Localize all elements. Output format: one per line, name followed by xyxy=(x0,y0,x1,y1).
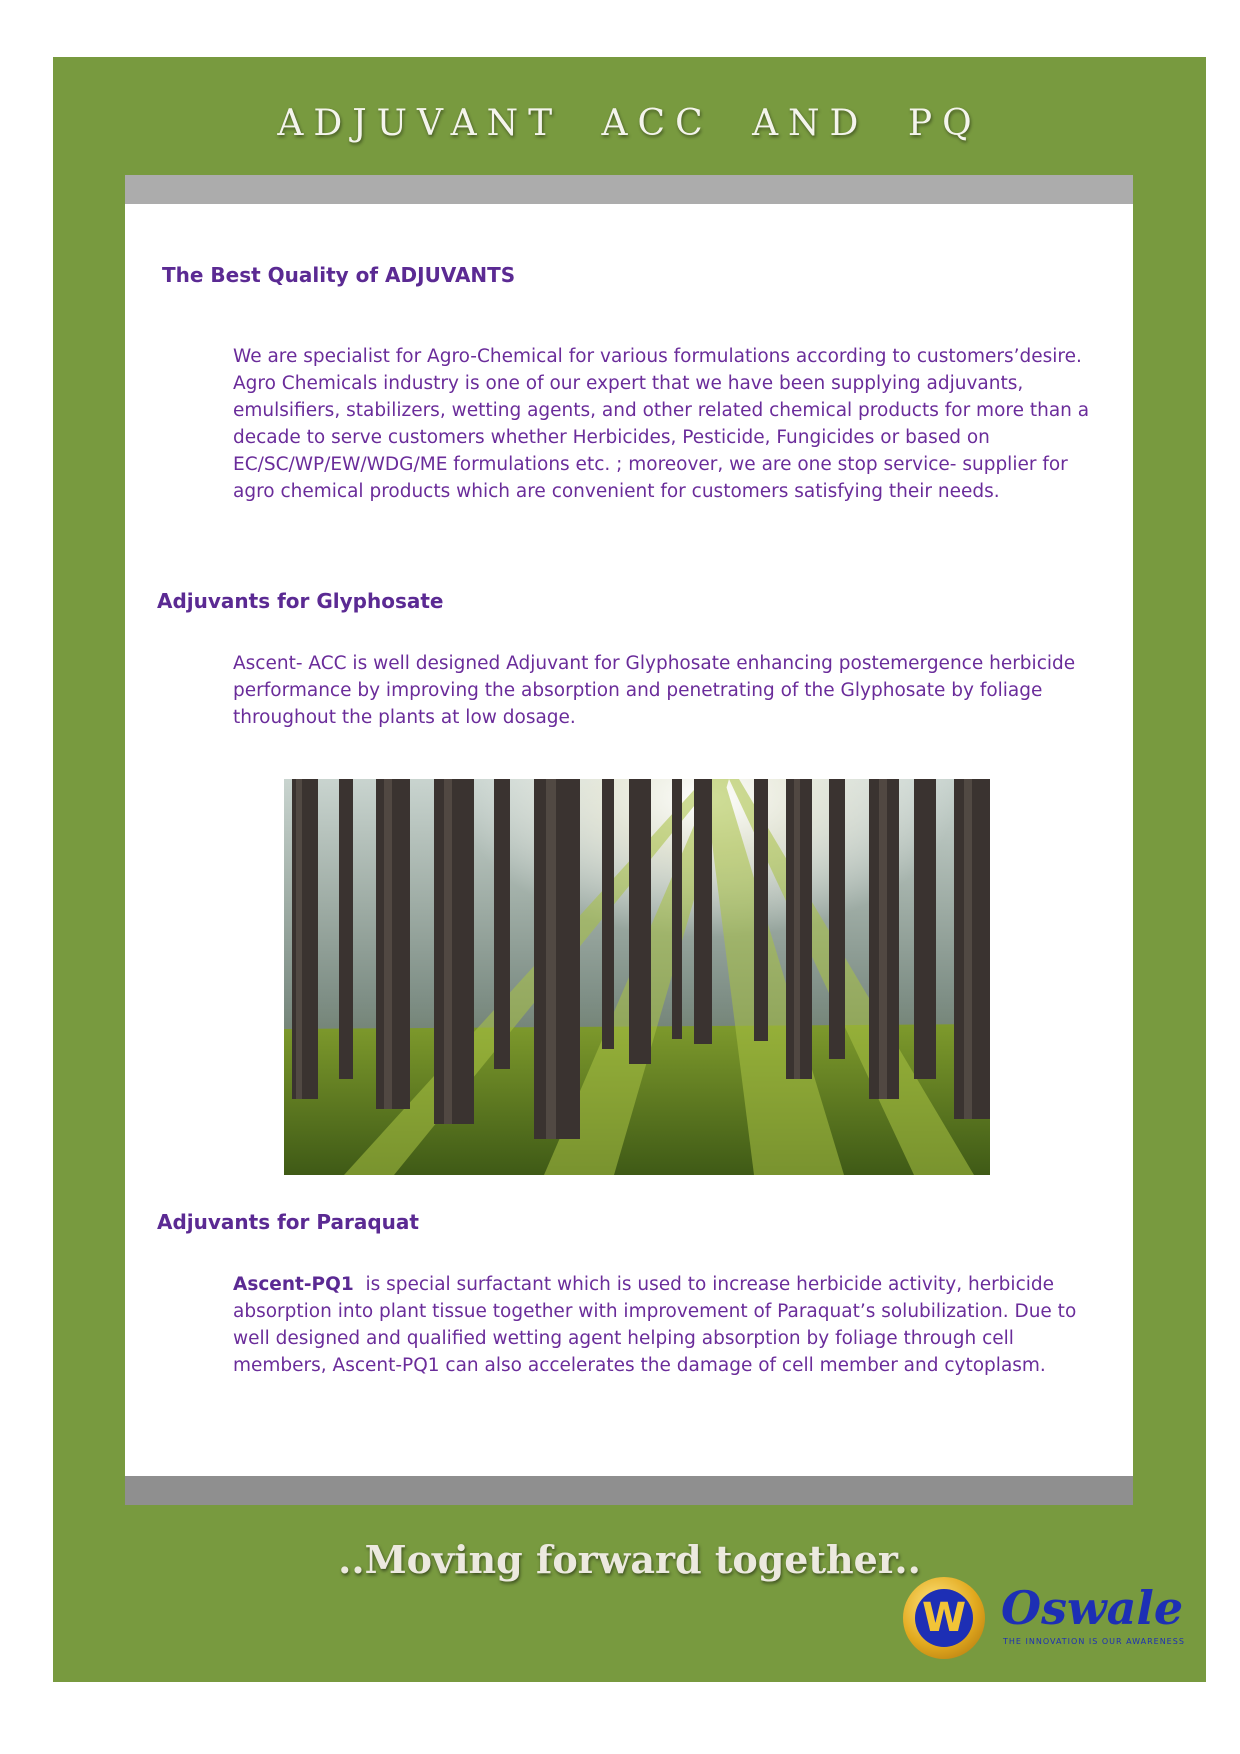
text-line: Ascent- ACC is well designed Adjuvant for Glyphosate enhancing postemergence herbicide xyxy=(233,653,1076,674)
text-line: agro chemical products which are convenient for customers satisfying their needs. xyxy=(233,481,1000,502)
logo-letter: W xyxy=(915,1589,973,1647)
section-body-adjuvants xyxy=(233,343,1089,505)
section-heading-glyphosate: Adjuvants for Glyphosate xyxy=(157,589,444,613)
logo-tagline: THE INNOVATION IS OUR AWARENESS xyxy=(1003,1637,1185,1646)
text-line: performance by improving the absorption and penetrating of the Glyphosate by foliage xyxy=(233,680,1043,701)
text-line: well designed and qualified wetting agent helping absorption by foliage through cell xyxy=(233,1328,1014,1349)
text-line: Agro Chemicals industry is one of our expert that we have been supplying adjuvants, xyxy=(233,373,1024,394)
section-body-glyphosate xyxy=(233,650,1075,731)
logo-wordmark: Oswale xyxy=(1001,1581,1184,1635)
text-line: decade to serve customers whether Herbicides, Pesticide, Fungicides or based on xyxy=(233,427,990,448)
content-panel xyxy=(125,175,1133,1505)
text-line-rest: is special surfactant which is used to increase herbicide activity, herbicide xyxy=(353,1274,1055,1295)
text-line: emulsifiers, stabilizers, wetting agents, and other related chemical products for more than a xyxy=(233,400,1090,421)
oswale-logo xyxy=(903,1577,1203,1667)
logo-emblem xyxy=(903,1577,985,1659)
text-line: We are specialist for Agro-Chemical for various formulations according to customers’desire. xyxy=(233,346,1082,367)
forest-image xyxy=(284,779,990,1175)
text-line xyxy=(233,1271,1076,1298)
page-title: ADJUVANT ACC AND PQ xyxy=(277,103,982,144)
section-heading-adjuvants: The Best Quality of ADJUVANTS xyxy=(162,263,516,287)
text-line: members, Ascent-PQ1 can also accelerates the damage of cell member and cytoplasm. xyxy=(233,1355,1046,1376)
section-heading-paraquat: Adjuvants for Paraquat xyxy=(157,1210,419,1234)
product-name: Ascent-PQ1 xyxy=(233,1274,354,1295)
footer-tagline: ..Moving forward together.. xyxy=(338,1537,921,1582)
text-line: absorption into plant tissue together with improvement of Paraquat’s solubilization. Due to xyxy=(233,1301,1077,1322)
text-line: EC/SC/WP/EW/WDG/ME formulations etc. ; moreover, we are one stop service- supplier for xyxy=(233,454,1068,475)
panel-bottom-bar xyxy=(125,1476,1133,1505)
section-body-paraquat xyxy=(233,1271,1076,1379)
page-frame xyxy=(53,57,1206,1682)
text-line: throughout the plants at low dosage. xyxy=(233,707,576,728)
panel-top-bar xyxy=(125,175,1133,204)
